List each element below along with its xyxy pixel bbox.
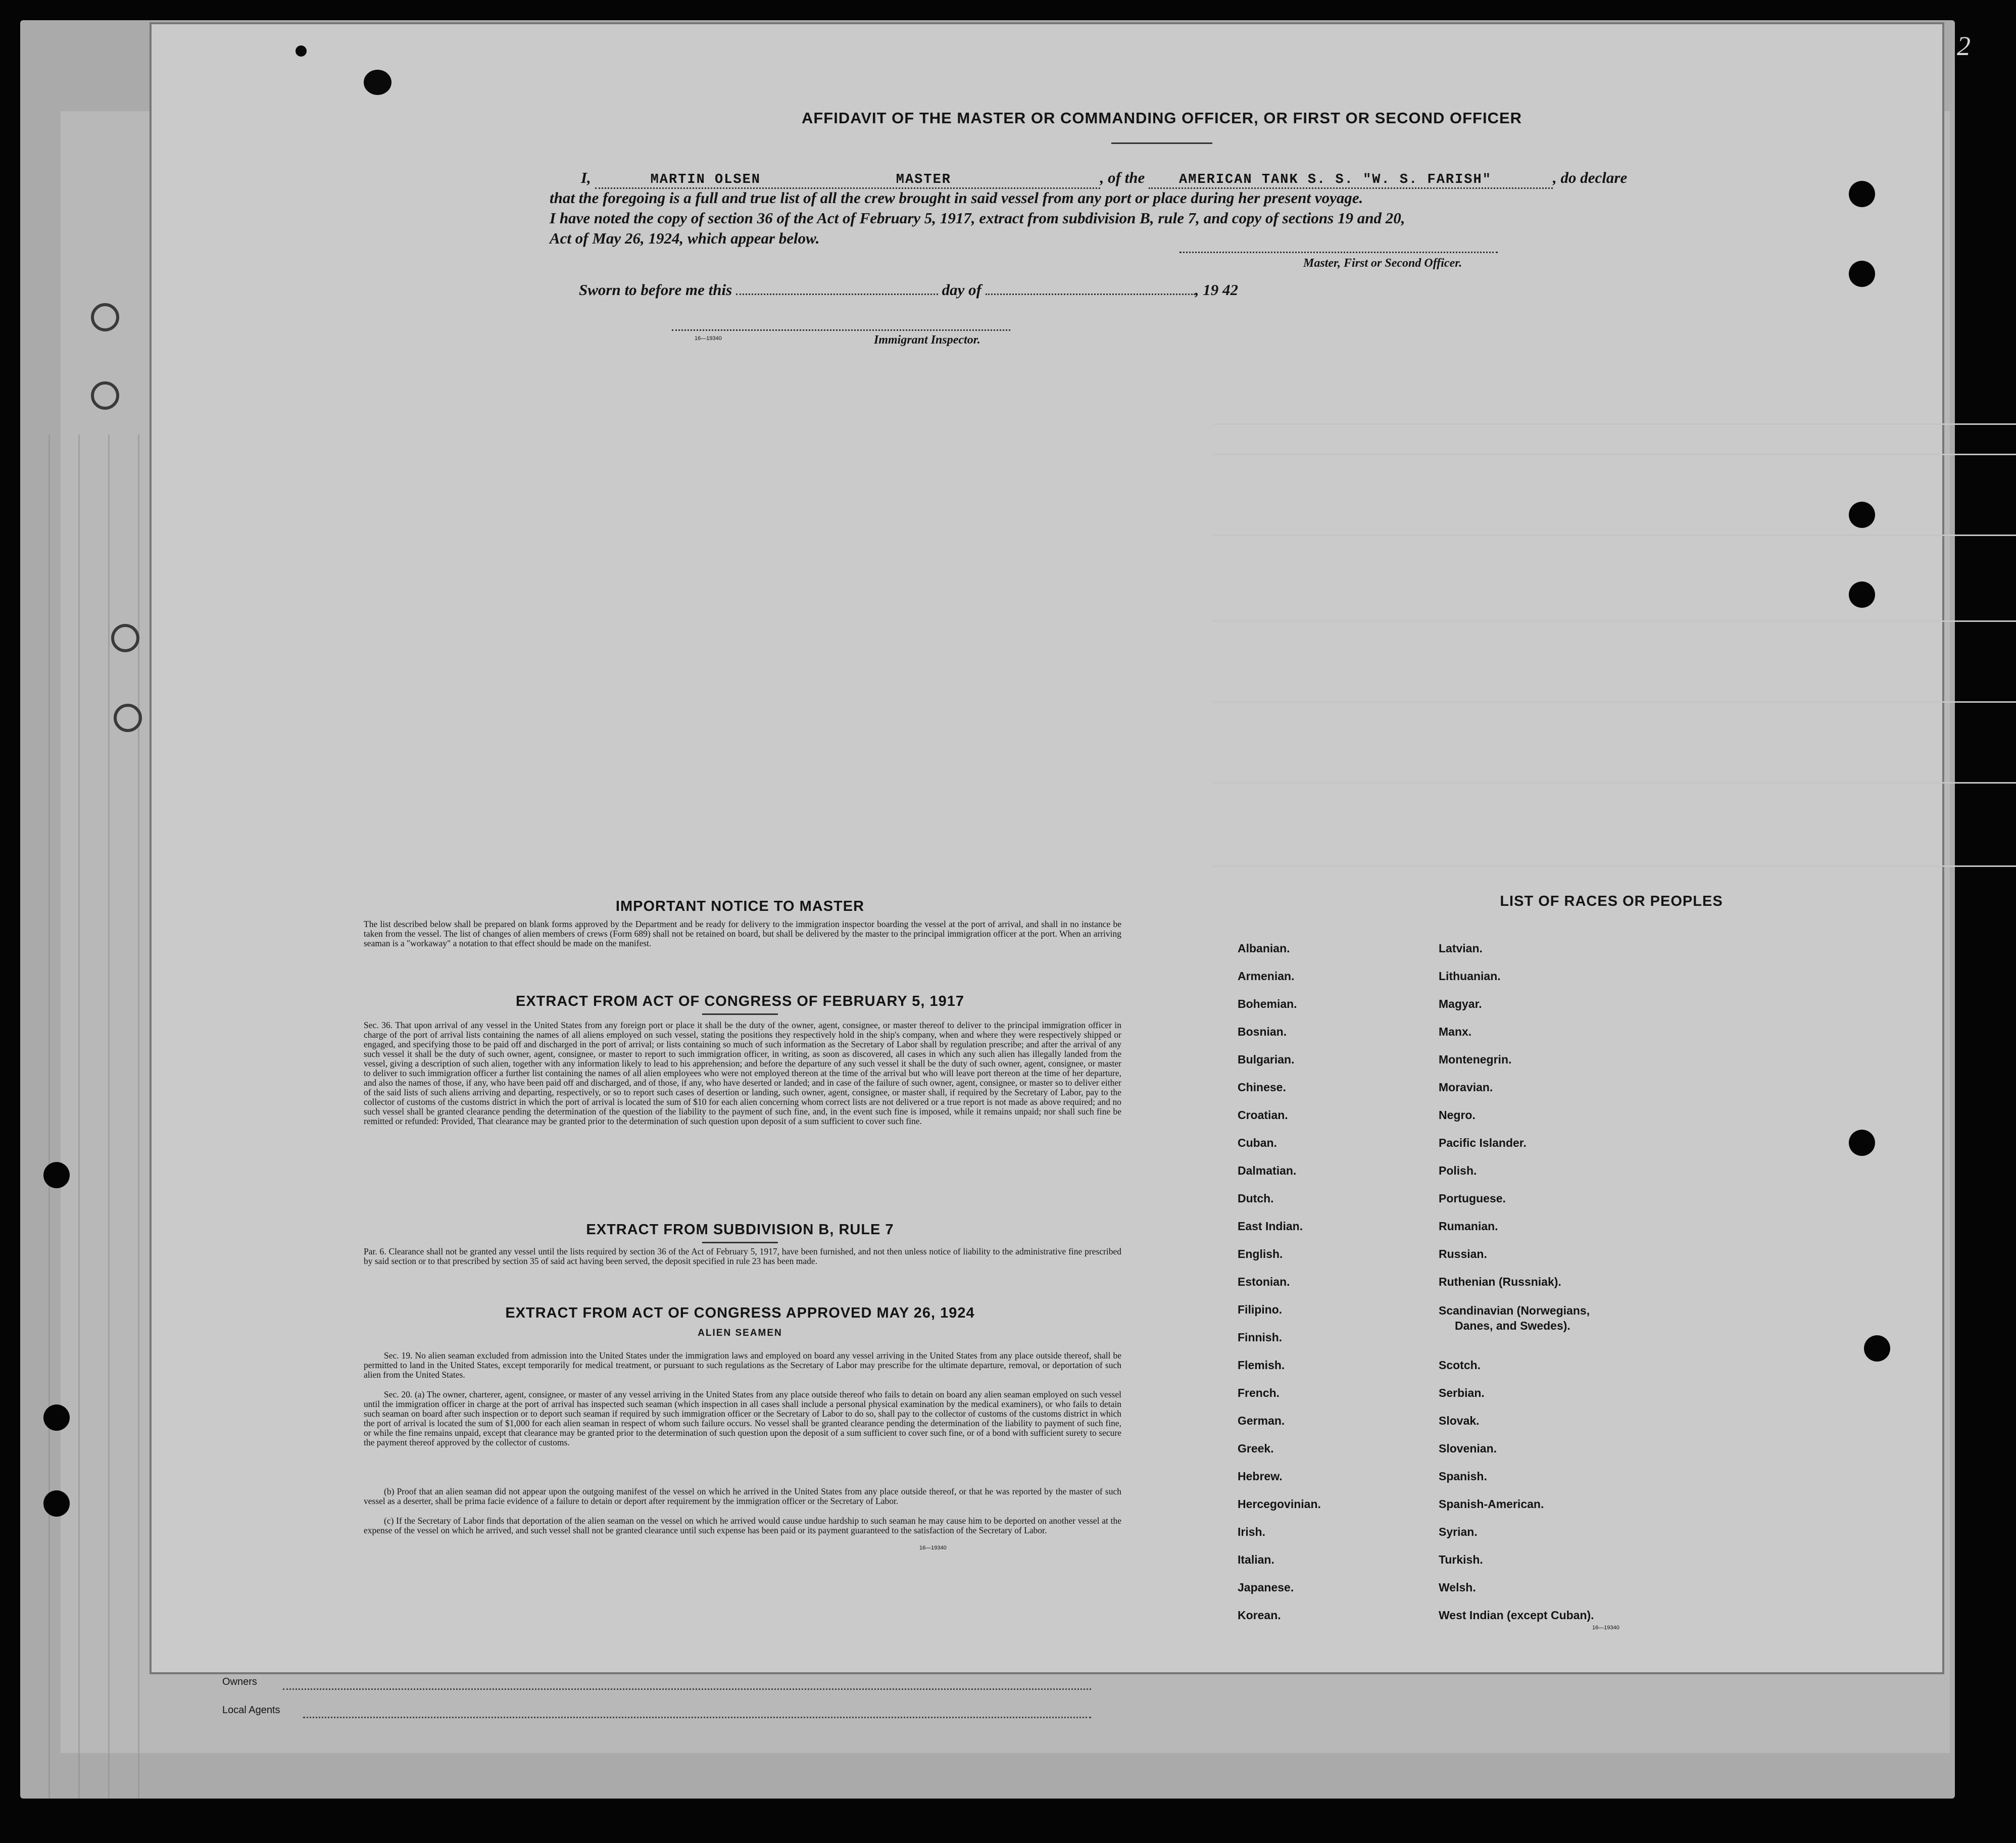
local-agents-label: Local Agents xyxy=(222,1705,280,1716)
affidavit-sheet xyxy=(152,24,1942,1672)
race-item: French. xyxy=(1238,1386,1280,1399)
race-item: Chinese. xyxy=(1238,1081,1286,1094)
race-item: Hebrew. xyxy=(1238,1470,1283,1483)
master-name: MARTIN OLSEN xyxy=(650,172,761,187)
inspector-signature-line[interactable] xyxy=(672,329,1010,331)
punch-hole xyxy=(43,1404,70,1431)
rule7-heading: EXTRACT FROM SUBDIVISION B, RULE 7 xyxy=(586,1222,894,1238)
notice-heading: IMPORTANT NOTICE TO MASTER xyxy=(615,898,865,914)
race-item: Slovenian. xyxy=(1439,1442,1497,1455)
punch-hole xyxy=(114,704,142,732)
race-item: Spanish-American. xyxy=(1439,1497,1544,1511)
race-item: Filipino. xyxy=(1238,1303,1283,1316)
race-item: Estonian. xyxy=(1238,1275,1290,1288)
race-item: Cuban. xyxy=(1238,1136,1277,1149)
race-item: Japanese. xyxy=(1238,1581,1294,1594)
extract-1924-heading: EXTRACT FROM ACT OF CONGRESS APPROVED MAY 26, 1924 xyxy=(505,1305,975,1321)
sworn-month-field[interactable] xyxy=(986,294,1195,295)
race-item: Ruthenian (Russniak). xyxy=(1439,1275,1561,1288)
race-item: Greek. xyxy=(1238,1442,1274,1455)
sec20c-text: (c) If the Secretary of Labor finds that deportation of the alien seaman on the vessel on which he arrived would cause undue hardship to such seaman he may cause him to be deported on another vessel at the expense of the vessel on which he arrived, and such vessel shall not be granted clearance until such expense has been paid or its payment guaranteed to the satisfaction of the Secretary of Labor. xyxy=(364,1516,1121,1535)
race-item: Italian. xyxy=(1238,1553,1274,1566)
race-item: Hercegovinian. xyxy=(1238,1497,1321,1511)
race-item: Korean. xyxy=(1238,1609,1281,1622)
of-the-label: , of the xyxy=(1100,169,1145,186)
sworn-line xyxy=(579,281,1238,299)
punch-hole xyxy=(1849,181,1875,207)
pronoun: I, xyxy=(581,169,591,186)
owners-fill-line xyxy=(283,1687,1091,1690)
race-item: Portuguese. xyxy=(1439,1192,1506,1205)
punch-hole xyxy=(43,1162,70,1188)
race-item: Bosnian. xyxy=(1238,1025,1287,1038)
punch-hole xyxy=(91,381,119,410)
race-item: Syrian. xyxy=(1439,1525,1478,1538)
owners-label: Owners xyxy=(222,1676,257,1687)
master-name-field[interactable] xyxy=(595,169,1100,189)
signature-caption: Master, First or Second Officer. xyxy=(1303,257,1462,270)
sworn-year: , 19 42 xyxy=(1195,281,1238,299)
ink-blot xyxy=(364,70,391,95)
punch-hole xyxy=(91,303,119,331)
race-item: Lithuanian. xyxy=(1439,969,1501,983)
punch-hole xyxy=(111,624,139,652)
race-item: Albanian. xyxy=(1238,942,1290,955)
do-declare-label: , do declare xyxy=(1553,169,1628,186)
race-item: Manx. xyxy=(1439,1025,1472,1038)
race-item: Scandinavian (Norwegians, xyxy=(1439,1304,1590,1317)
race-item: Russian. xyxy=(1439,1247,1487,1260)
race-item: Bulgarian. xyxy=(1238,1053,1295,1066)
declaration-line-1 xyxy=(581,169,1627,189)
notice-text: The list described below shall be prepared on blank forms approved by the Department and be ready for delivery to the immigration inspector boarding the vessel at the port of arrival, and shall in no instance be taken from the vessel. The list of changes of alien members of crews (Form 689) shall not be retained on board, but shall be delivered by the master to the principal immigration officer at the port. When an arriving seaman is a "workaway" a notation to that effect should be made on the manifest. xyxy=(364,919,1121,948)
declaration-line-2: that the foregoing is a full and true list of all the crew brought in said vessel from any port or place during her present voyage. xyxy=(550,189,1363,207)
vessel-name: AMERICAN TANK S. S. "W. S. FARISH" xyxy=(1179,172,1492,187)
vessel-field[interactable] xyxy=(1149,169,1553,189)
race-item: Pacific Islander. xyxy=(1439,1136,1527,1149)
agents-fill-line xyxy=(303,1716,1091,1718)
race-item: Finnish. xyxy=(1238,1331,1283,1344)
race-item: Magyar. xyxy=(1439,997,1482,1010)
declaration-line-4: Act of May 26, 1924, which appear below. xyxy=(550,229,820,247)
punch-hole xyxy=(1849,502,1875,528)
race-item: Irish. xyxy=(1238,1525,1265,1538)
affidavit-title: AFFIDAVIT OF THE MASTER OR COMMANDING OFFICER, OR FIRST OR SECOND OFFICER xyxy=(801,109,1522,127)
race-item: English. xyxy=(1238,1247,1283,1260)
race-item: Flemish. xyxy=(1238,1359,1285,1372)
declaration-line-3: I have noted the copy of section 36 of the Act of February 5, 1917, extract from subdivision B, rule 7, and copy of sections 19 and 20, xyxy=(550,209,1405,227)
day-of-label: day of xyxy=(942,281,981,299)
race-item: Negro. xyxy=(1439,1108,1476,1122)
punch-hole xyxy=(1864,1335,1890,1362)
punch-hole xyxy=(1849,1130,1875,1156)
page-number: 2 xyxy=(1957,31,1971,61)
extract-1917-text: Sec. 36. That upon arrival of any vessel in the United States from any foreign port or place it shall be the duty of the owner, agent, consignee, or master thereof to deliver to the principal immigration officer in charge of the port of arrival lists containing the names of all aliens employed on such vessel, stating the positions they respectively hold in the ship's company, when and where they were respectively shipped or engaged, and specifying those to be paid off and discharged in the port of arrival; or lists containing so much of such information as the Secretary of Labor shall by regulation prescribe; and after the arrival of any such vessel it shall be the duty of such owner, agent, consignee, or master to report to such immigration officer, in writing, as soon as discovered, all cases in which any such alien has illegally landed from the vessel, giving a description of such alien, together with any information likely to lead to his apprehension; and before the departure of any such vessel it shall be the duty of such owner, agent, consignee, or master to deliver to such immigration officer a further list containing the names of all alien employees who were not employed thereon at the time of the arrival but who will leave port thereon at the time of her departure, and also the names of those, if any, who have been paid off and discharged, and of those, if any, who have deserted or landed; and in case of the failure of such owner, agent, consignee, or master so to deliver either of the said lists of such aliens arriving and departing, respectively, or so to report such cases of desertion or landing, such owner, agent, consignee, or master shall, if required by the Secretary of Labor, pay to the collector of customs of the customs district in which the port of arrival is located the sum of $10 for each alien concerning whom correct lists are not delivered or a true report is not made as above required; and no such vessel shall be granted clearance pending the determination of the question of the liability to the payment of such fine, and, in the event such fine is imposed, while it remains unpaid; nor shall such fine be remitted or refunded: Provided, That clearance may be granted prior to the determination of such question upon deposit of a sum sufficient to cover such fine. xyxy=(364,1020,1121,1126)
sec20b-text: (b) Proof that an alien seaman did not appear upon the outgoing manifest of the vessel on which he arrived in the United States from any place outside thereof, or that he was reported by the master of such vessel as a deserter, shall be prima facie evidence of a failure to detain or deport after requirement by the immigration officer or the Secretary of Labor. xyxy=(364,1486,1121,1506)
extract-1917-heading: EXTRACT FROM ACT OF CONGRESS OF FEBRUARY 5, 1917 xyxy=(515,993,965,1009)
race-item: Montenegrin. xyxy=(1439,1053,1512,1066)
race-item: Danes, and Swedes). xyxy=(1455,1319,1570,1332)
race-item: Dutch. xyxy=(1238,1192,1274,1205)
race-item: Moravian. xyxy=(1439,1081,1493,1094)
race-item: Armenian. xyxy=(1238,969,1295,983)
race-item: Slovak. xyxy=(1439,1414,1480,1427)
race-item: Turkish. xyxy=(1439,1553,1483,1566)
race-item: West Indian (except Cuban). xyxy=(1439,1609,1594,1622)
race-item: Polish. xyxy=(1439,1164,1477,1177)
races-form-code: 16—19340 xyxy=(1592,1625,1619,1631)
sec19-text: Sec. 19. No alien seaman excluded from admission into the United States under the immigration laws and employed on board any vessel arriving in the United States from any place outside thereof, shall be permitted to land in the United States, except temporarily for medical treatment, or pursuant to such regulations as the Secretary of Labor may prescribe for the ultimate departure, removal, or deportation of such alien from the United States. xyxy=(364,1350,1121,1380)
signature-line[interactable] xyxy=(1179,252,1498,253)
race-item: Croatian. xyxy=(1238,1108,1288,1122)
race-item: Scotch. xyxy=(1439,1359,1481,1372)
sec20a-text: Sec. 20. (a) The owner, charterer, agent, consignee, or master of any vessel arriving in the United States from any place outside thereof who fails to detain on board any alien seaman employed on such vessel until the immigration officer in charge at the port of arrival has inspected such seaman (which inspection in all cases shall include a personal physical examination by the medical examiners), or who fails to detain such seaman on board after such inspection or to deport such seaman if required by such immigration officer or the Secretary of Labor to do so, shall pay to the collector of customs of the customs district in which the port of arrival is located the sum of $1,000 for each alien seaman in respect of whom such failure occurs. No vessel shall be granted clearance pending the determination of the liability to payment of such fine, or while the fine remains unpaid, except that clearance may be granted prior to the determination of such question upon the deposit of a sum sufficient to cover such fine, or of a bond with sufficient surety to secure the payment thereof approved by the collector of customs. xyxy=(364,1389,1121,1447)
race-item: German. xyxy=(1238,1414,1285,1427)
punch-hole xyxy=(43,1490,70,1517)
race-item: East Indian. xyxy=(1238,1220,1303,1233)
race-item: Dalmatian. xyxy=(1238,1164,1297,1177)
race-item: Latvian. xyxy=(1439,942,1483,955)
race-item: Rumanian. xyxy=(1439,1220,1498,1233)
races-title: LIST OF RACES OR PEOPLES xyxy=(1500,893,1723,909)
extract-form-code: 16—19340 xyxy=(919,1545,947,1551)
sworn-label: Sworn to before me this xyxy=(579,281,732,299)
punch-hole xyxy=(1849,581,1875,608)
race-item: Bohemian. xyxy=(1238,997,1297,1010)
inspector-caption: Immigrant Inspector. xyxy=(874,333,980,347)
form-code: 16—19340 xyxy=(695,335,722,342)
master-rank: MASTER xyxy=(896,172,951,187)
race-item: Welsh. xyxy=(1439,1581,1476,1594)
sworn-day-field[interactable] xyxy=(736,294,938,295)
ink-blot xyxy=(296,45,307,57)
punch-hole xyxy=(1849,261,1875,287)
alien-seamen-subheading: ALIEN SEAMEN xyxy=(698,1328,782,1338)
race-item: Serbian. xyxy=(1439,1386,1485,1399)
race-item: Spanish. xyxy=(1439,1470,1487,1483)
rule7-text: Par. 6. Clearance shall not be granted any vessel until the lists required by section 36 of the Act of February 5, 1917, have been furnished, and not then unless notice of liability to the administrative fine prescribed by said section or to that prescribed by section 35 of said act having been served, the deposit specified in rule 23 has been made. xyxy=(364,1246,1121,1266)
